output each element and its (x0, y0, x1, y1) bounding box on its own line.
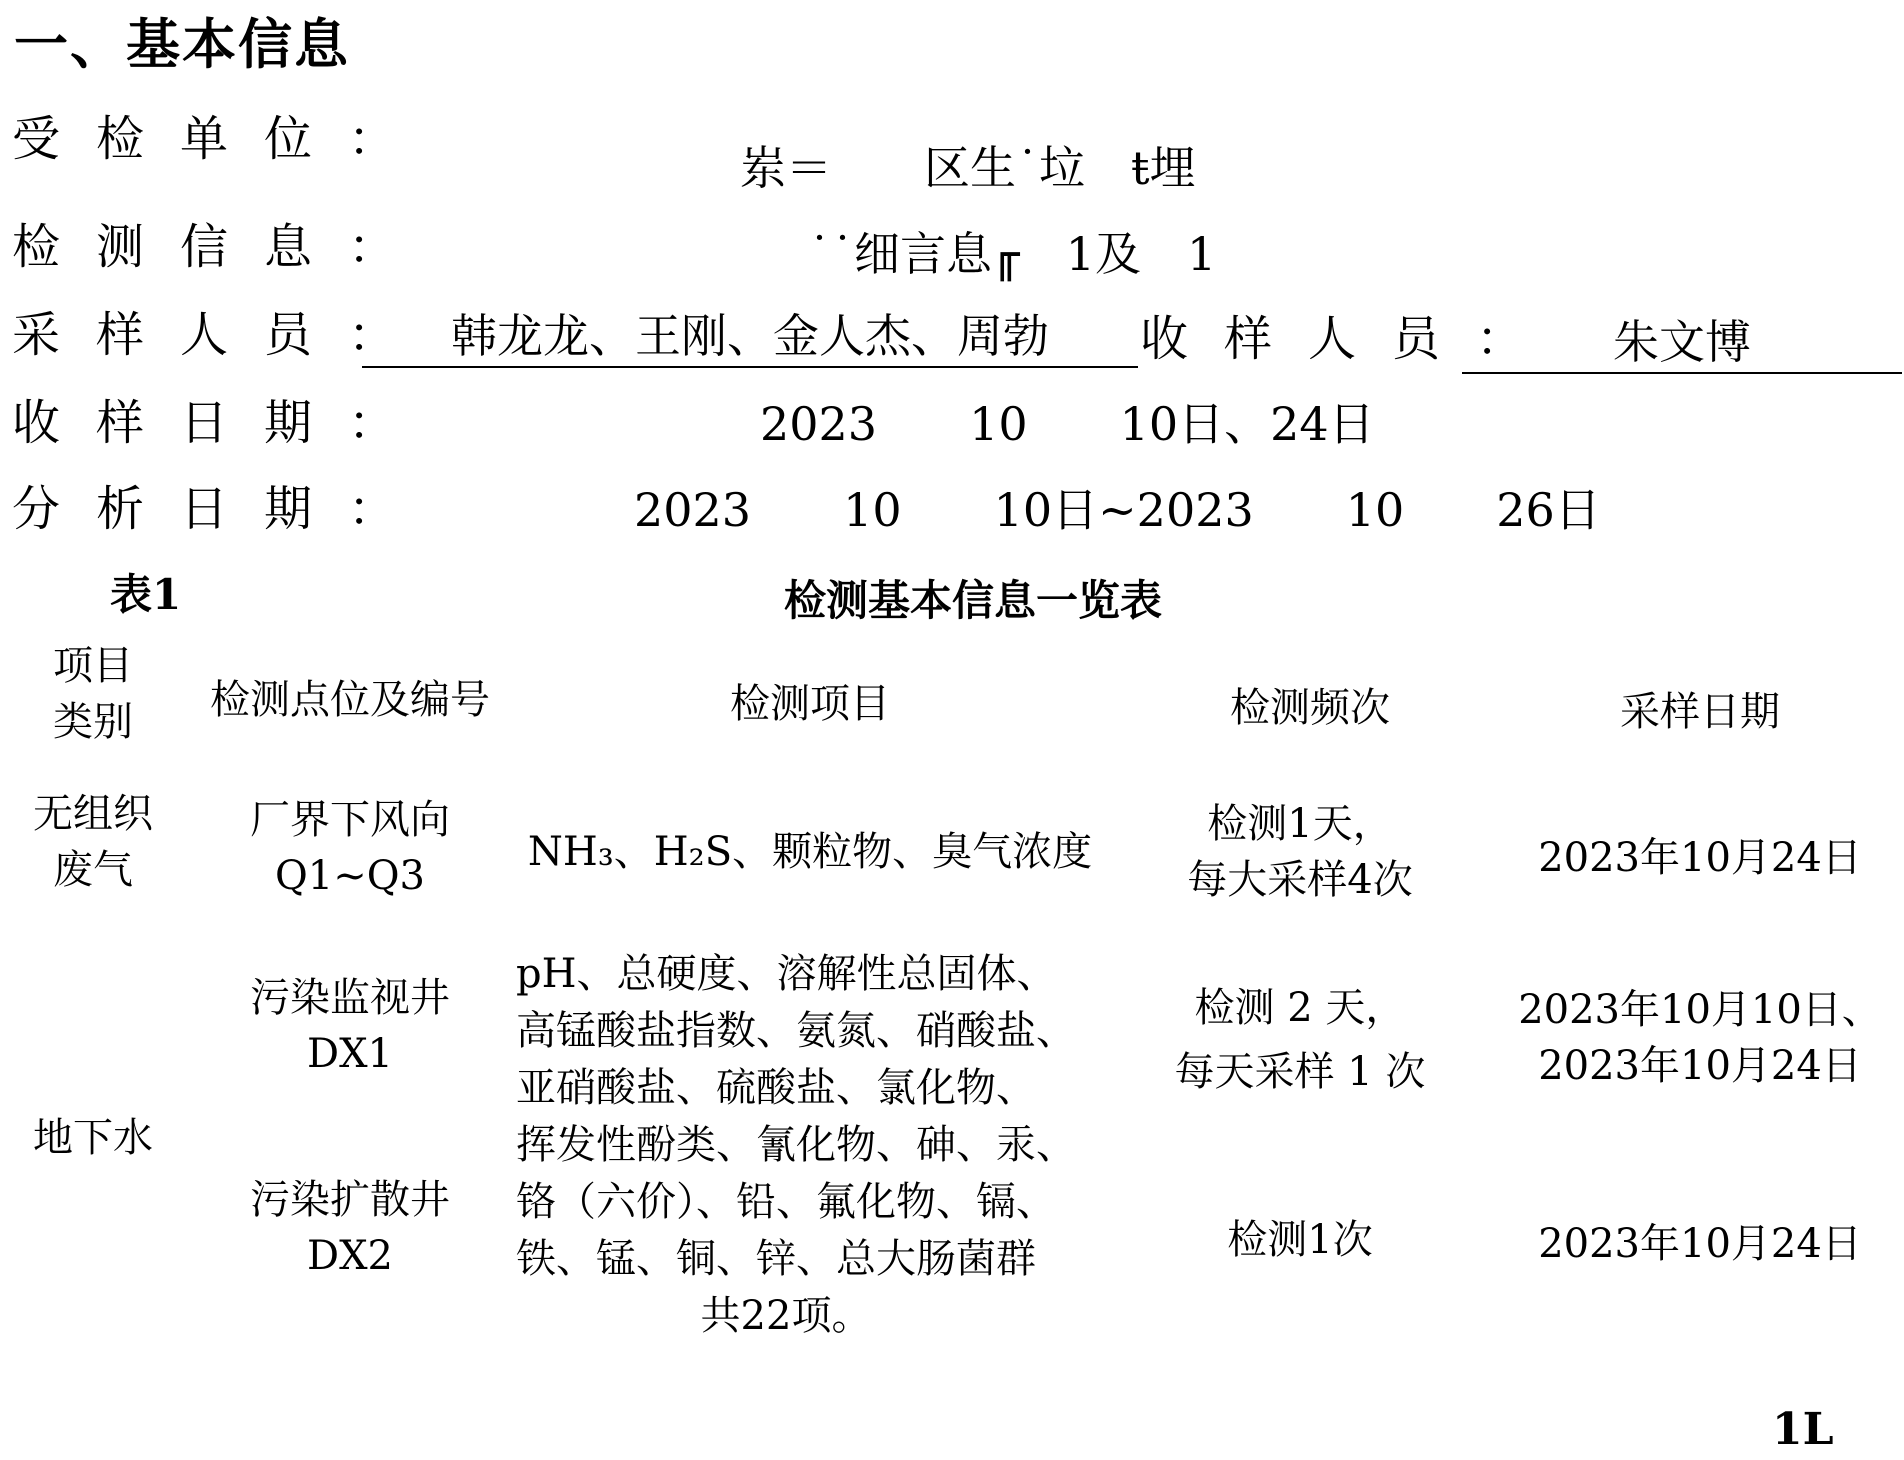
table-title: 检测基本信息一览表 (784, 576, 1163, 625)
items-line: 铁、锰、铜、锌、总大肠菌群 (516, 1236, 1036, 1282)
detect-info-value: ˙˙细言息╓ 1及 1 (808, 227, 1217, 281)
receive-date-label: 收样日期： (12, 395, 433, 451)
row2-frequency-a: 检测 2 天， 每天采样 1 次 (1174, 985, 1426, 1095)
row2-date-a: 2023年10月10日、 2023年10月24日 (1518, 987, 1882, 1089)
unit-label: 受检单位： (12, 111, 433, 167)
header-point: 检测点位及编号 (210, 677, 490, 723)
row2-point-a: 污染监视井 DX1 (250, 975, 450, 1077)
row2-items (516, 946, 1116, 1345)
header-date: 采样日期 (1620, 689, 1780, 735)
section-title: 一、基本信息 (14, 12, 350, 76)
row1-items: NH₃、H₂S、颗粒物、臭气浓度 (527, 829, 1093, 875)
sampler-value: 韩龙龙、王刚、金人杰、周勃 (362, 300, 1138, 368)
row2-date-b: 2023年10月24日 (1538, 1221, 1862, 1267)
row1-frequency: 检测1天， 每大采样4次 (1187, 801, 1413, 903)
row2-frequency-b: 检测1次 (1227, 1217, 1373, 1263)
sampler-label: 采样人员： (12, 307, 433, 363)
receive-date-value: 2023 10 10日、24日 (760, 397, 1375, 451)
analysis-date-label: 分析日期： (12, 481, 433, 537)
items-line: 高锰酸盐指数、氨氮、硝酸盐、 (516, 1008, 1076, 1054)
table-number: 表1 (110, 570, 182, 619)
detect-info-label: 检测信息： (12, 219, 433, 275)
analysis-date-value: 2023 10 10日~2023 10 26日 (634, 483, 1601, 537)
corner-mark: 1L (1772, 1404, 1834, 1455)
row1-point: 厂界下风向 Q1~Q3 (250, 797, 450, 899)
row1-date: 2023年10月24日 (1538, 835, 1862, 881)
row2-point-b: 污染扩散井 DX2 (250, 1177, 450, 1279)
header-category: 项目 类别 (53, 643, 133, 745)
items-line: 挥发性酚类、氰化物、砷、汞、 (516, 1122, 1076, 1168)
header-items: 检测项目 (730, 681, 890, 727)
row1-category: 无组织 废气 (33, 791, 153, 893)
unit-value: 岽＝ 区生˙垃 ŧ埋 (740, 141, 1196, 195)
row2-category: 地下水 (33, 1115, 153, 1161)
receiver-label: 收样人员： (1140, 311, 1561, 367)
items-line: 共22项。 (700, 1293, 872, 1339)
header-frequency: 检测频次 (1230, 685, 1390, 731)
items-line: pH、总硬度、溶解性总固体、 (516, 951, 1057, 997)
items-line: 铬（六价）、铅、氟化物、镉、 (516, 1179, 1056, 1225)
receiver-value: 朱文博 (1462, 306, 1902, 374)
items-line: 亚硝酸盐、硫酸盐、氯化物、 (516, 1065, 1036, 1111)
